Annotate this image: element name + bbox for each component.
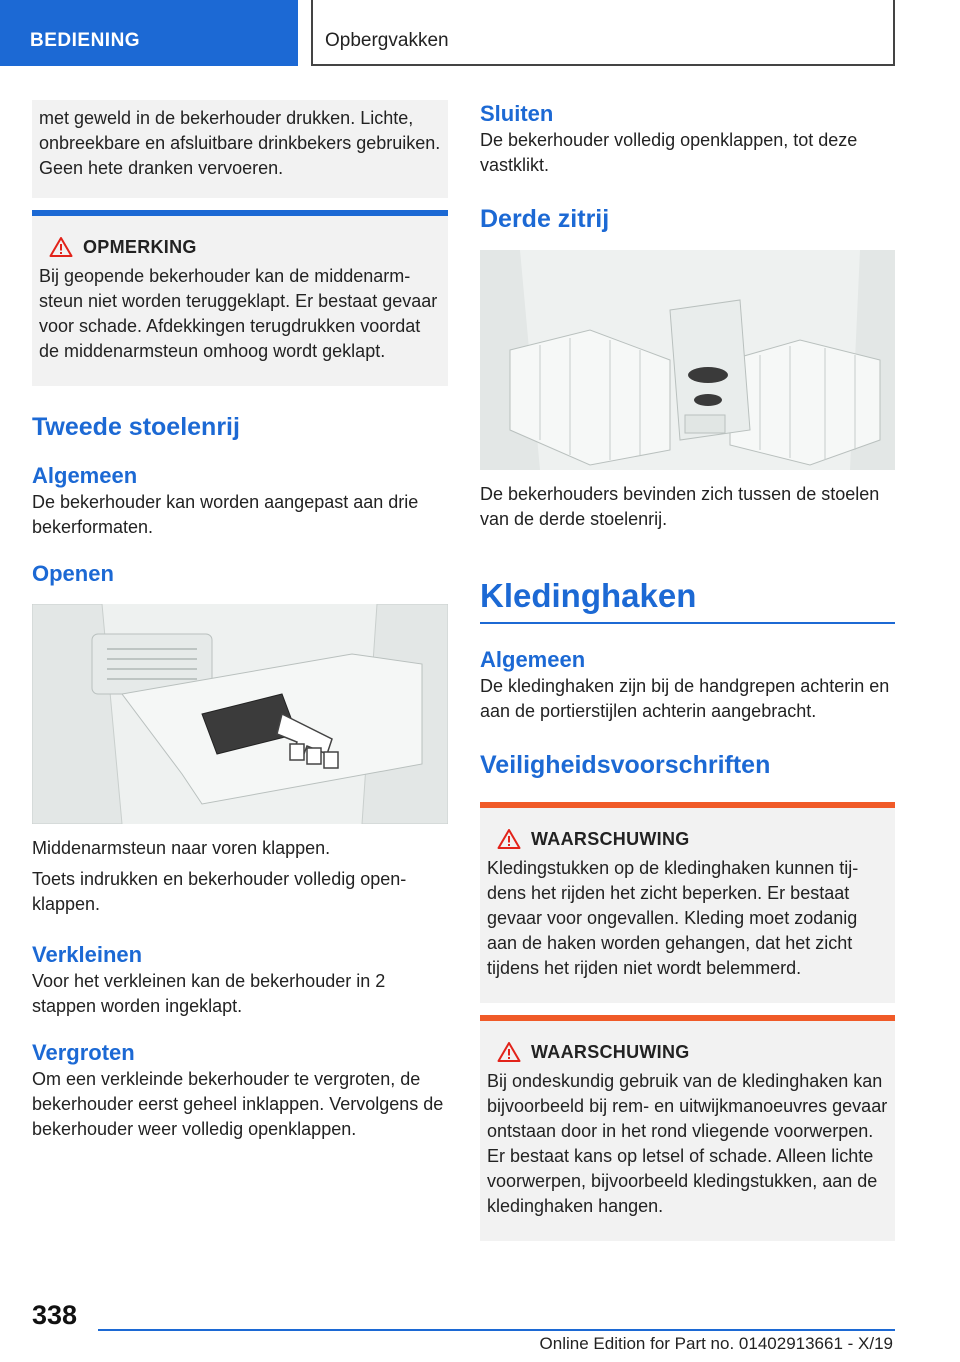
heading-kledinghaken-block <box>480 576 895 624</box>
heading-veiligheidsvoorschriften: Veiligheidsvoorschriften <box>480 751 771 779</box>
warning-box-2 <box>480 1015 895 1241</box>
heading-algemeen: Algemeen <box>32 463 138 488</box>
warning-heading-2 <box>497 1041 888 1063</box>
warning-box-1 <box>480 802 895 1003</box>
right-column <box>480 100 895 1241</box>
text-derde: De bekerhouders bevinden zich tussen de stoelen van de derde stoelenrij. <box>480 484 880 529</box>
heading-derde-zitrij: Derde zitrij <box>480 205 610 233</box>
chapter-header <box>311 0 895 66</box>
warning-triangle-icon <box>497 1041 521 1063</box>
text-openen-1: Middenarmsteun naar voren klappen. <box>32 838 331 858</box>
warning-text-1: Kledingstukken op de kledinghaken kunnen tijdens het rijden het zicht beperken. Er bestaat gevaar voor ongevallen. Kleding moet zodanig aan de haken worden gehangen, dat het zicht tijdens het rijden niet wordt belemmerd. <box>487 858 859 978</box>
footer <box>98 1329 895 1362</box>
heading-kledinghaken: Kledinghaken <box>480 577 697 614</box>
chapter-label: Opbergvakken <box>325 30 449 51</box>
heading-verkleinen: Verkleinen <box>32 942 143 967</box>
armrest-illustration <box>32 604 448 824</box>
warning-triangle-icon <box>49 236 73 258</box>
third-row-seats-illustration <box>480 250 895 470</box>
heading-tweede-stoelenrij: Tweede stoelenrij <box>32 413 240 441</box>
text-algemeen-2: De kledinghaken zijn bij de handgrepen achterin en aan de portierstijlen achterin aangebracht. <box>480 676 890 721</box>
left-column <box>32 100 448 1142</box>
heading-algemeen-2: Algemeen <box>480 647 586 672</box>
continuation-text: met geweld in de bekerhouder drukken. Lichte, onbreekbare en afsluitbare drinkbekers gebruiken. Geen hete dranken vervoeren. <box>39 108 441 178</box>
section-tab <box>0 0 298 66</box>
heading-openen: Openen <box>32 561 114 586</box>
section-label: BEDIENING <box>30 30 141 51</box>
warning-title-2: WAARSCHUWING <box>531 1041 690 1062</box>
heading-sluiten: Sluiten <box>480 101 554 126</box>
continuation-box <box>32 100 448 198</box>
note-box <box>32 210 448 386</box>
edition-text: Online Edition for Part no. 01402913661 - X/19 <box>539 1334 893 1353</box>
text-verkleinen: Voor het verkleinen kan de bekerhouder in 2 stappen worden ingeklapt. <box>32 971 386 1016</box>
text-vergroten: Om een verkleinde bekerhouder te vergroten, de bekerhouder eerst geheel inklappen. Vervolgens de bekerhouder weer volledig openklappen. <box>32 1069 444 1139</box>
text-openen-2: Toets indrukken en bekerhouder volledig openklappen. <box>32 869 407 914</box>
note-title: OPMERKING <box>83 236 197 257</box>
warning-text-2: Bij ondeskundig gebruik van de kledinghaken kan bijvoorbeeld bij rem- en uitwijkmanoeuvres gevaar ontstaan door in het rond vliegende voorwerpen. Er bestaat kans op letsel of schade. Alleen lichte voorwerpen, bijvoorbeeld kledingstukken, aan de kledinghaken hangen. <box>487 1071 888 1216</box>
heading-vergroten: Vergroten <box>32 1040 135 1065</box>
warning-heading-1 <box>497 828 888 850</box>
note-text: Bij geopende bekerhouder kan de middenarmsteun niet worden teruggeklapt. Er bestaat gevaar voor schade. Afdekkingen terugdrukken voordat de middenarmsteun omhoog wordt geklapt. <box>39 266 438 361</box>
text-sluiten: De bekerhouder volledig openklappen, tot deze vastklikt. <box>480 130 858 175</box>
page-number: 338 <box>32 1300 78 1330</box>
warning-triangle-icon <box>497 828 521 850</box>
warning-title-1: WAARSCHUWING <box>531 828 690 849</box>
note-heading <box>49 236 441 258</box>
text-algemeen: De bekerhouder kan worden aangepast aan drie bekerformaten. <box>32 492 419 537</box>
